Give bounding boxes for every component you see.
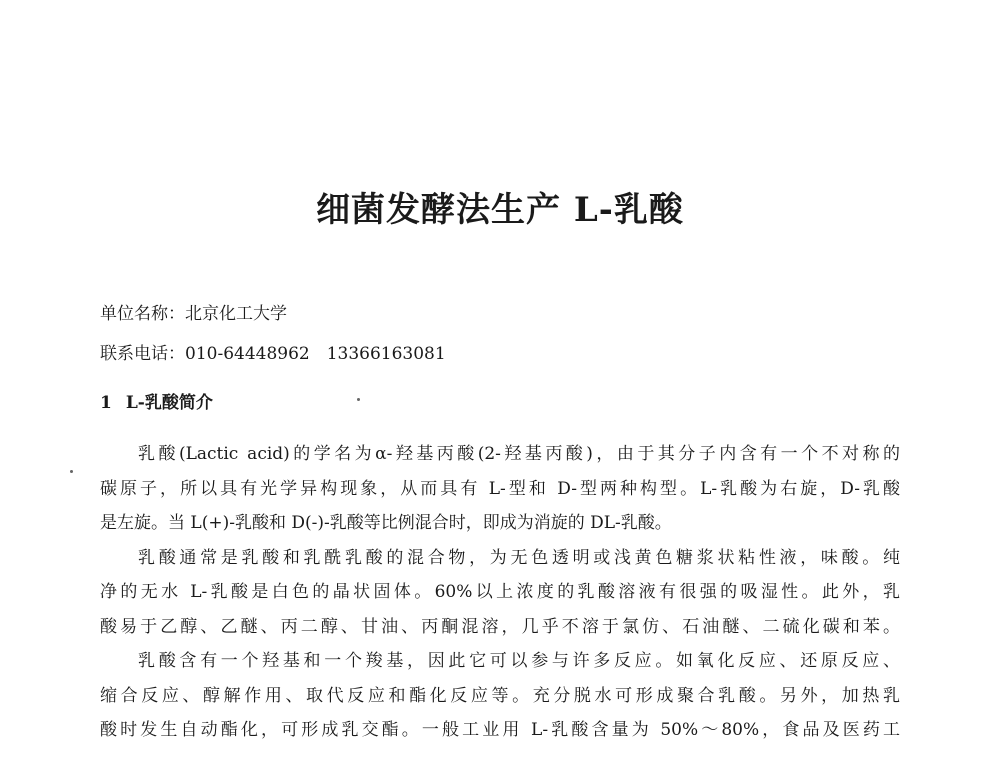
document-title: 细菌发酵法生产 L-乳酸 — [316, 190, 684, 230]
contact-phone-value: 010-64448962 13366163081 — [185, 344, 446, 364]
paragraph-line: 净的无水 L-乳酸是白色的晶状固体。60%以上浓度的乳酸溶液有很强的吸湿性。此外，乳 — [100, 582, 900, 602]
document-body — [100, 437, 900, 748]
contact-phone-label: 联系电话： — [100, 344, 185, 364]
paragraph-line: 乳酸含有一个羟基和一个羧基，因此它可以参与许多反应。如氧化反应、还原反应、 — [138, 651, 900, 671]
paragraph — [100, 437, 900, 541]
paragraph-line: 乳酸(Lactic acid)的学名为α-羟基丙酸(2-羟基丙酸)，由于其分子内含有一个不对称的 — [138, 444, 900, 464]
paragraph-line: 酸易于乙醇、乙醚、丙二醇、甘油、丙酮混溶，几乎不溶于氯仿、石油醚、二硫化碳和苯。 — [100, 616, 900, 637]
affiliation-value: 北京化工大学 — [185, 304, 287, 324]
contact-phone-line — [100, 341, 446, 367]
scan-speck — [357, 398, 360, 401]
paragraph — [100, 541, 900, 645]
section-heading — [100, 390, 213, 416]
paragraph-line: 乳酸通常是乳酸和乳酰乳酸的混合物，为无色透明或浅黄色糖浆状粘性液，味酸。纯 — [138, 547, 900, 568]
affiliation-line — [100, 301, 287, 327]
paragraph-line: 是左旋。当 L(+)-乳酸和 D(-)-乳酸等比例混合时，即成为消旋的 DL-乳酸。 — [100, 513, 672, 533]
section-title: L-乳酸简介 — [125, 393, 213, 413]
section-number: 1 — [100, 393, 112, 413]
affiliation-label: 单位名称： — [100, 304, 185, 324]
paragraph-line: 酸时发生自动酯化，可形成乳交酯。一般工业用 L-乳酸含量为 50%～80%，食品及医药工 — [100, 720, 900, 740]
paragraph-line: 碳原子，所以具有光学异构现象，从而具有 L-型和 D-型两种构型。L-乳酸为右旋，D-乳酸 — [100, 478, 900, 499]
scan-speck — [70, 470, 73, 473]
paragraph — [100, 644, 900, 748]
paragraph-line: 缩合反应、醇解作用、取代反应和酯化反应等。充分脱水可形成聚合乳酸。另外，加热乳 — [100, 685, 900, 706]
